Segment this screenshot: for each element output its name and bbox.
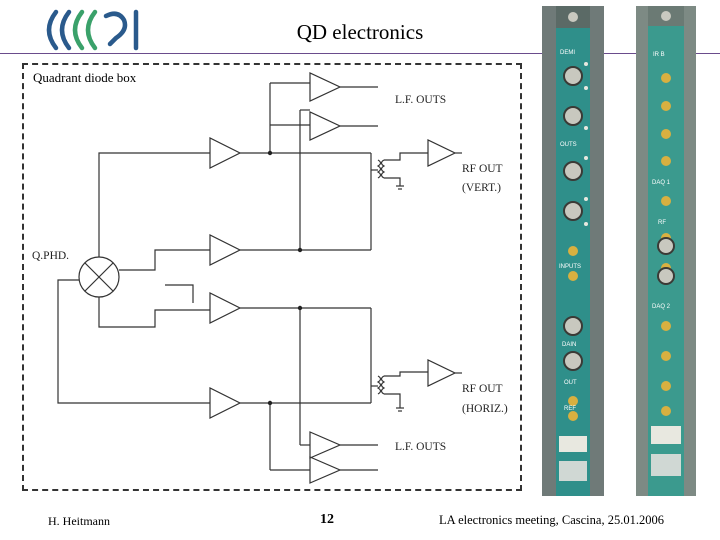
right-module-label-3: RF	[658, 220, 666, 226]
left-module-label-2: OUTS	[560, 142, 577, 148]
right-module-label-2: DAQ 1	[652, 180, 671, 186]
rf-out-top-sub: (VERT.)	[462, 182, 502, 194]
demodulator-module-photo	[542, 6, 604, 496]
right-module-label-4: DAQ 2	[652, 304, 671, 310]
left-module-label-4: DAIN	[562, 342, 577, 348]
left-module-label-1: DEMI	[560, 50, 575, 56]
lf-outs-bottom-label: L.F. OUTS	[395, 441, 447, 453]
daq-module-photo	[636, 6, 696, 496]
rf-out-bottom-sub: (HORIZ.)	[462, 403, 508, 415]
rf-out-top-label: RF OUT	[462, 163, 503, 175]
slide-title: QD electronics	[296, 20, 424, 44]
left-module-label-5: OUT	[564, 380, 577, 386]
lf-outs-top-label: L.F. OUTS	[395, 94, 447, 106]
footer-author: H. Heitmann	[48, 514, 110, 528]
left-module-label-3: INPUTS	[559, 264, 582, 270]
right-module-label-1: IR B	[653, 52, 665, 58]
qphd-label: Q.PHD.	[32, 250, 70, 262]
footer-event: LA electronics meeting, Cascina, 25.01.2006	[439, 513, 664, 527]
page-number: 12	[320, 512, 334, 527]
box-label: Quadrant diode box	[33, 70, 137, 85]
rf-out-bottom-label: RF OUT	[462, 383, 503, 395]
left-module-label-6: REF	[564, 406, 576, 412]
